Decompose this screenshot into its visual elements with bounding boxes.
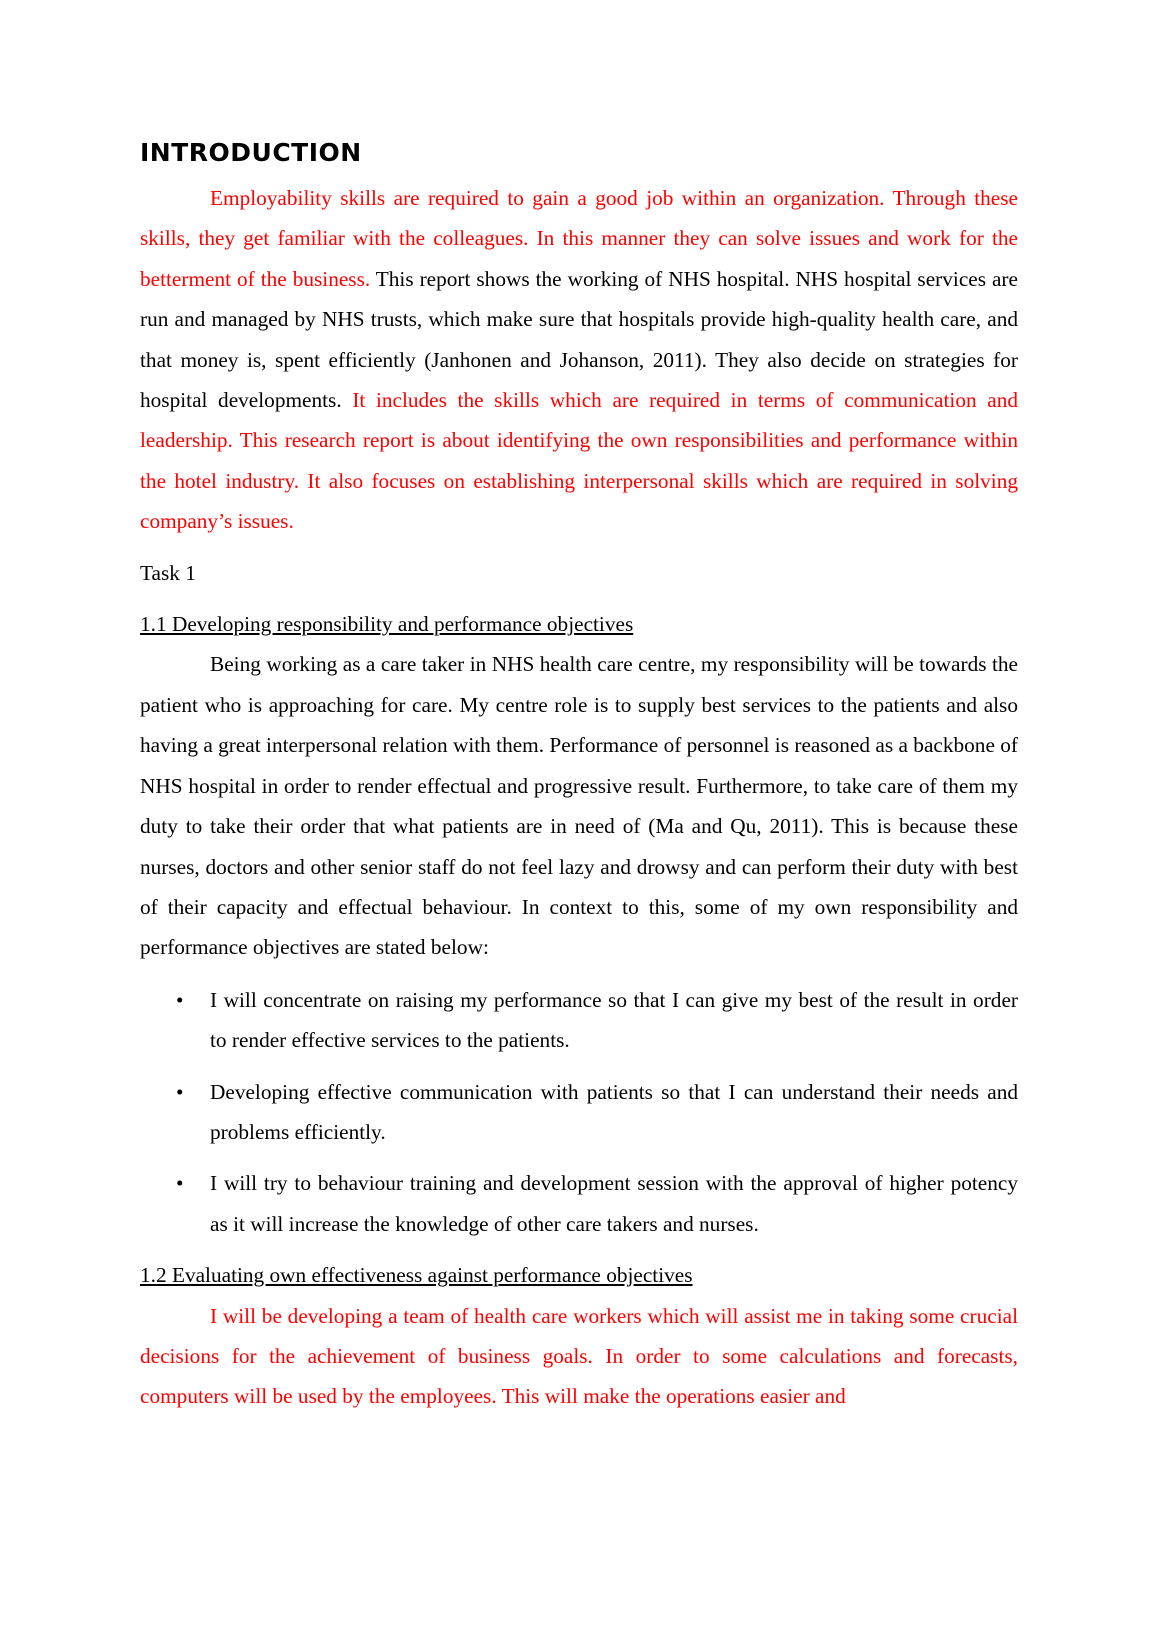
- section-1-2-title: 1.2 Evaluating own effectiveness against performance objectives: [140, 1263, 693, 1288]
- task-label: Task 1: [140, 560, 196, 585]
- introduction-heading: INTRODUCTION: [140, 138, 362, 167]
- section-1-1-title: 1.1 Developing responsibility and performance objectives: [140, 612, 634, 637]
- list-item-text: I will try to behaviour training and development session with the approval of higher potency as it will increase the knowledge of other care takers and nurses.: [210, 1171, 1018, 1236]
- document-page: [140, 136, 1018, 1417]
- list-item: [140, 1072, 1018, 1153]
- bullet-icon: •: [176, 1171, 184, 1196]
- section-1-2-paragraph: I will be developing a team of health care workers which will assist me in taking some crucial decisions for the achievement of business goals. In order to some calculations and forecasts, computers will be used by the employees. This will make the operations easier and: [140, 1303, 1018, 1409]
- intro-text-black: This report shows the working of NHS hospital. NHS hospital services are run and managed by NHS trusts, which make sure that hospitals provide high-quality health care, and that money is, spent efficiently (Janhonen and Johanson, 2011). They also decide on strategies for hospital developments.: [140, 266, 1018, 413]
- intro-paragraph: [140, 178, 1018, 542]
- intro-text-red-1: Employability skills are required to gain a good job within an organization. Through these skills, they get familiar with the colleagues. In this manner they can solve issues and work for the betterment of the business.: [140, 186, 1018, 291]
- list-item: [140, 980, 1018, 1061]
- bullet-icon: •: [176, 987, 184, 1012]
- list-item-text: Developing effective communication with patients so that I can understand their needs and problems efficiently.: [210, 1079, 1018, 1144]
- objectives-list: [140, 980, 1018, 1244]
- list-item-text: I will concentrate on raising my performance so that I can give my best of the result in order to render effective services to the patients.: [210, 987, 1018, 1053]
- bullet-icon: •: [176, 1079, 184, 1104]
- section-1-1-paragraph: Being working as a care taker in NHS health care centre, my responsibility will be towards the patient who is approaching for care. My centre role is to supply best services to the patients and also having a great interpersonal relation with them. Performance of personnel is reasoned as a backbone of NHS hospital in order to render effectual and progressive result. Furthermore, to take care of them my duty to take their order that what patients are in need of (Ma and Qu, 2011). This is because these nurses, doctors and other senior staff do not feel lazy and drowsy and can perform their duty with best of their capacity and effectual behaviour. In context to this, some of my own responsibility and performance objectives are stated below:: [140, 652, 1018, 960]
- list-item: [140, 1163, 1018, 1244]
- intro-text-red-2: It includes the skills which are required in terms of communication and leadership. This research report is about identifying the own responsibilities and performance within the hotel industry. It also focuses on establishing interpersonal skills which are required in solving company’s issues.: [140, 388, 1019, 534]
